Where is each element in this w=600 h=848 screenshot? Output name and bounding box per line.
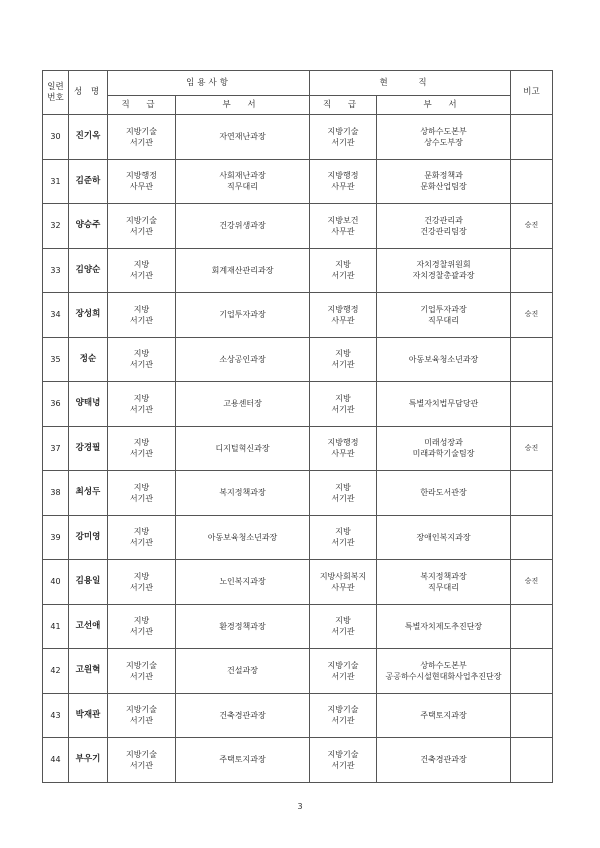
new-rank bbox=[108, 515, 176, 560]
person-name: 최성두 bbox=[69, 471, 108, 516]
page-number: 3 bbox=[297, 802, 303, 811]
new-rank-line: 서기관 bbox=[129, 315, 154, 325]
current-rank-line: 지방사회복지 bbox=[319, 571, 367, 581]
new-dept bbox=[176, 293, 310, 338]
personnel-table bbox=[42, 70, 553, 783]
row-number: 37 bbox=[43, 426, 69, 471]
new-rank-line: 지방행정 bbox=[126, 171, 157, 181]
new-rank-line: 지방 bbox=[133, 616, 150, 626]
current-rank-line: 지방기술 bbox=[327, 126, 359, 136]
current-dept-line: 문화정책과 bbox=[424, 171, 463, 181]
current-dept bbox=[377, 426, 511, 471]
current-rank bbox=[310, 515, 377, 560]
note bbox=[511, 693, 553, 738]
new-dept-line: 자연재난과장 bbox=[219, 132, 266, 142]
new-rank-line: 서기관 bbox=[129, 716, 154, 726]
new-dept bbox=[176, 248, 310, 293]
current-rank-line: 지방 bbox=[335, 393, 351, 403]
current-dept bbox=[377, 649, 511, 694]
new-rank bbox=[108, 471, 176, 516]
new-dept-line: 건설과장 bbox=[227, 666, 258, 676]
person-name: 강미영 bbox=[69, 515, 108, 560]
current-dept bbox=[377, 471, 511, 516]
new-rank-line: 서기관 bbox=[129, 493, 154, 503]
note: 승진 bbox=[511, 293, 553, 338]
current-rank bbox=[310, 738, 377, 783]
current-rank bbox=[310, 204, 377, 249]
current-rank-line: 지방 bbox=[335, 260, 351, 270]
row-number: 30 bbox=[43, 115, 69, 160]
header-note: 비고 bbox=[511, 71, 553, 115]
current-rank-line: 지방행정 bbox=[327, 171, 359, 181]
new-rank-line: 사무관 bbox=[129, 182, 154, 192]
current-dept-line: 주택토지과장 bbox=[420, 710, 467, 720]
new-rank-line: 지방 bbox=[133, 527, 150, 537]
current-rank bbox=[310, 560, 377, 605]
person-name: 김준하 bbox=[69, 159, 108, 204]
current-dept bbox=[377, 515, 511, 560]
current-dept bbox=[377, 159, 511, 204]
new-dept-line: 고용센터장 bbox=[223, 399, 262, 409]
current-dept-line: 문화산업팀장 bbox=[420, 182, 467, 192]
current-dept bbox=[377, 382, 511, 427]
table-body bbox=[43, 115, 553, 783]
current-dept-line: 자치경찰위원회 bbox=[416, 260, 471, 270]
current-rank bbox=[310, 471, 377, 516]
new-dept-line: 사회재난과장 bbox=[219, 171, 266, 181]
note bbox=[511, 604, 553, 649]
current-rank bbox=[310, 426, 377, 471]
header-new-rank: 직 급 bbox=[108, 96, 176, 115]
current-dept bbox=[377, 337, 511, 382]
table-row bbox=[43, 248, 553, 293]
current-dept-line: 상수도부장 bbox=[424, 137, 463, 147]
note bbox=[511, 337, 553, 382]
current-dept bbox=[377, 204, 511, 249]
header-name: 성 명 bbox=[69, 71, 108, 115]
table-row bbox=[43, 115, 553, 160]
header-current: 현 직 bbox=[310, 71, 511, 96]
current-dept-line: 자치경찰총괄과장 bbox=[412, 271, 475, 281]
current-rank-line: 사무관 bbox=[331, 315, 355, 325]
row-number: 41 bbox=[43, 604, 69, 649]
current-dept-line: 상하수도본부 bbox=[420, 126, 467, 136]
new-rank bbox=[108, 159, 176, 204]
new-dept-line: 건강위생과장 bbox=[219, 221, 266, 231]
person-name: 양태녕 bbox=[69, 382, 108, 427]
new-rank bbox=[108, 693, 176, 738]
current-rank bbox=[310, 604, 377, 649]
table-row bbox=[43, 382, 553, 427]
table-row bbox=[43, 604, 553, 649]
new-dept bbox=[176, 604, 310, 649]
new-rank bbox=[108, 248, 176, 293]
current-dept-line: 공공하수시설현대화사업추진단장 bbox=[385, 671, 502, 681]
current-rank-line: 지방기술 bbox=[327, 660, 359, 670]
new-rank bbox=[108, 649, 176, 694]
new-rank bbox=[108, 337, 176, 382]
table-row bbox=[43, 738, 553, 783]
new-dept-line: 디지털혁신과장 bbox=[215, 443, 270, 453]
new-dept bbox=[176, 738, 310, 783]
new-rank bbox=[108, 604, 176, 649]
note: 승진 bbox=[511, 560, 553, 605]
current-rank-line: 지방 bbox=[335, 349, 351, 359]
current-rank-line: 서기관 bbox=[331, 271, 355, 281]
person-name: 김양순 bbox=[69, 248, 108, 293]
person-name: 김용일 bbox=[69, 560, 108, 605]
new-dept bbox=[176, 426, 310, 471]
new-rank-line: 지방기술 bbox=[126, 126, 157, 136]
new-rank-line: 지방기술 bbox=[126, 705, 157, 715]
new-rank-line: 서기관 bbox=[129, 271, 154, 281]
current-rank bbox=[310, 159, 377, 204]
person-name: 양승주 bbox=[69, 204, 108, 249]
person-name: 장성희 bbox=[69, 293, 108, 338]
current-rank-line: 서기관 bbox=[331, 493, 355, 503]
new-dept bbox=[176, 115, 310, 160]
new-dept-line: 아동보육청소년과장 bbox=[207, 532, 278, 542]
person-name: 고선애 bbox=[69, 604, 108, 649]
new-rank-line: 지방기술 bbox=[126, 215, 157, 225]
current-rank-line: 지방행정 bbox=[327, 304, 359, 314]
note: 승진 bbox=[511, 426, 553, 471]
table-row bbox=[43, 560, 553, 605]
current-dept-line: 미래과학기술팀장 bbox=[412, 449, 475, 459]
current-dept bbox=[377, 248, 511, 293]
current-rank-line: 사무관 bbox=[331, 226, 355, 236]
current-dept-line: 한라도서관장 bbox=[420, 488, 467, 498]
current-rank-line: 사무관 bbox=[331, 449, 355, 459]
current-rank bbox=[310, 337, 377, 382]
note: 승진 bbox=[511, 204, 553, 249]
current-dept bbox=[377, 738, 511, 783]
new-rank bbox=[108, 204, 176, 249]
current-rank-line: 서기관 bbox=[331, 716, 355, 726]
current-rank bbox=[310, 382, 377, 427]
row-number: 32 bbox=[43, 204, 69, 249]
current-rank-line: 서기관 bbox=[331, 627, 355, 637]
current-dept bbox=[377, 560, 511, 605]
current-dept-line: 장애인복지과장 bbox=[416, 532, 471, 542]
current-rank-line: 지방 bbox=[335, 527, 351, 537]
person-name: 진기옥 bbox=[69, 115, 108, 160]
note bbox=[511, 515, 553, 560]
table-row bbox=[43, 159, 553, 204]
new-rank-line: 서기관 bbox=[129, 538, 154, 548]
note bbox=[511, 159, 553, 204]
new-rank-line: 지방 bbox=[133, 571, 150, 581]
new-rank bbox=[108, 293, 176, 338]
row-number: 38 bbox=[43, 471, 69, 516]
header-serial-line2: 번호 bbox=[47, 92, 64, 103]
new-dept bbox=[176, 515, 310, 560]
new-dept-line: 건축경관과장 bbox=[219, 710, 266, 720]
row-number: 31 bbox=[43, 159, 69, 204]
current-dept-line: 특별자치제도추진단장 bbox=[404, 621, 483, 631]
new-rank-line: 서기관 bbox=[129, 137, 154, 147]
current-dept bbox=[377, 693, 511, 738]
header-serial-line1: 일련 bbox=[47, 81, 64, 92]
person-name: 박재관 bbox=[69, 693, 108, 738]
new-rank-line: 지방 bbox=[133, 304, 150, 314]
header-appointment: 임용사항 bbox=[108, 71, 310, 96]
new-rank-line: 지방 bbox=[133, 260, 150, 270]
note bbox=[511, 382, 553, 427]
current-dept-line: 기업투자과장 bbox=[420, 304, 467, 314]
row-number: 33 bbox=[43, 248, 69, 293]
row-number: 43 bbox=[43, 693, 69, 738]
new-dept-line: 환경정책과장 bbox=[219, 621, 266, 631]
current-rank bbox=[310, 248, 377, 293]
current-rank-line: 서기관 bbox=[331, 760, 355, 770]
new-dept bbox=[176, 560, 310, 605]
new-dept-line: 직무대리 bbox=[227, 182, 258, 192]
new-dept bbox=[176, 382, 310, 427]
current-dept-line: 특별자치법무담당관 bbox=[408, 399, 479, 409]
current-rank-line: 지방 bbox=[335, 482, 351, 492]
table-row bbox=[43, 426, 553, 471]
new-rank-line: 지방 bbox=[133, 438, 150, 448]
row-number: 36 bbox=[43, 382, 69, 427]
new-rank-line: 서기관 bbox=[129, 226, 154, 236]
new-rank-line: 지방 bbox=[133, 482, 150, 492]
row-number: 35 bbox=[43, 337, 69, 382]
new-rank-line: 지방기술 bbox=[126, 660, 157, 670]
header-new-dept: 부 서 bbox=[176, 96, 310, 115]
header-cur-dept: 부 서 bbox=[377, 96, 511, 115]
row-number: 40 bbox=[43, 560, 69, 605]
new-rank-line: 지방 bbox=[133, 349, 150, 359]
new-rank bbox=[108, 115, 176, 160]
new-dept-line: 소상공인과장 bbox=[219, 354, 266, 364]
table-header bbox=[43, 71, 553, 115]
current-dept-line: 건강관리팀장 bbox=[420, 226, 467, 236]
current-rank-line: 지방기술 bbox=[327, 749, 359, 759]
current-rank-line: 지방보건 bbox=[327, 215, 359, 225]
person-name: 정순 bbox=[69, 337, 108, 382]
new-rank bbox=[108, 738, 176, 783]
current-dept-line: 건강관리과 bbox=[424, 215, 463, 225]
new-dept bbox=[176, 471, 310, 516]
table-row bbox=[43, 515, 553, 560]
new-rank bbox=[108, 382, 176, 427]
header-serial bbox=[43, 71, 69, 115]
current-dept bbox=[377, 115, 511, 160]
row-number: 44 bbox=[43, 738, 69, 783]
note bbox=[511, 738, 553, 783]
current-rank-line: 지방기술 bbox=[327, 705, 359, 715]
current-dept-line: 건축경관과장 bbox=[420, 755, 467, 765]
current-rank-line: 서기관 bbox=[331, 137, 355, 147]
table-row bbox=[43, 649, 553, 694]
new-rank-line: 지방기술 bbox=[126, 749, 157, 759]
new-rank-line: 지방 bbox=[133, 393, 150, 403]
person-name: 부우기 bbox=[69, 738, 108, 783]
new-rank-line: 서기관 bbox=[129, 404, 154, 414]
new-dept-line: 회계재산관리과장 bbox=[211, 265, 274, 275]
person-name: 강경필 bbox=[69, 426, 108, 471]
current-rank-line: 지방행정 bbox=[327, 438, 359, 448]
current-rank-line: 서기관 bbox=[331, 671, 355, 681]
current-dept bbox=[377, 293, 511, 338]
personnel-table-wrapper bbox=[42, 70, 552, 783]
current-rank-line: 사무관 bbox=[331, 582, 355, 592]
note bbox=[511, 649, 553, 694]
person-name: 고원혁 bbox=[69, 649, 108, 694]
new-rank-line: 서기관 bbox=[129, 582, 154, 592]
table-row bbox=[43, 693, 553, 738]
row-number: 34 bbox=[43, 293, 69, 338]
new-dept-line: 노인복지과장 bbox=[219, 577, 266, 587]
current-rank-line: 사무관 bbox=[331, 182, 355, 192]
row-number: 42 bbox=[43, 649, 69, 694]
new-dept-line: 주택토지과장 bbox=[219, 755, 266, 765]
new-dept bbox=[176, 693, 310, 738]
new-dept-line: 기업투자과장 bbox=[219, 310, 266, 320]
note bbox=[511, 248, 553, 293]
new-rank-line: 서기관 bbox=[129, 449, 154, 459]
table-row bbox=[43, 293, 553, 338]
new-rank-line: 서기관 bbox=[129, 671, 154, 681]
new-rank bbox=[108, 560, 176, 605]
current-dept-line: 상하수도본부 bbox=[420, 660, 467, 670]
header-cur-rank: 직 급 bbox=[310, 96, 377, 115]
note bbox=[511, 471, 553, 516]
current-rank bbox=[310, 293, 377, 338]
new-rank-line: 서기관 bbox=[129, 360, 154, 370]
new-dept-line: 복지정책과장 bbox=[219, 488, 266, 498]
current-rank-line: 서기관 bbox=[331, 538, 355, 548]
current-rank-line: 서기관 bbox=[331, 360, 355, 370]
current-rank bbox=[310, 115, 377, 160]
table-row bbox=[43, 471, 553, 516]
table-row bbox=[43, 337, 553, 382]
new-rank-line: 서기관 bbox=[129, 627, 154, 637]
note bbox=[511, 115, 553, 160]
current-rank-line: 지방 bbox=[335, 616, 351, 626]
current-rank bbox=[310, 649, 377, 694]
new-rank bbox=[108, 426, 176, 471]
current-dept-line: 미래성장과 bbox=[424, 438, 463, 448]
row-number: 39 bbox=[43, 515, 69, 560]
new-dept bbox=[176, 649, 310, 694]
new-dept bbox=[176, 159, 310, 204]
new-dept bbox=[176, 337, 310, 382]
new-rank-line: 서기관 bbox=[129, 760, 154, 770]
current-dept bbox=[377, 604, 511, 649]
current-dept-line: 복지정책과장 bbox=[420, 571, 467, 581]
table-row bbox=[43, 204, 553, 249]
current-dept-line: 직무대리 bbox=[428, 582, 459, 592]
current-dept-line: 아동보육청소년과장 bbox=[408, 354, 479, 364]
current-rank-line: 서기관 bbox=[331, 404, 355, 414]
current-rank bbox=[310, 693, 377, 738]
new-dept bbox=[176, 204, 310, 249]
current-dept-line: 직무대리 bbox=[428, 315, 459, 325]
